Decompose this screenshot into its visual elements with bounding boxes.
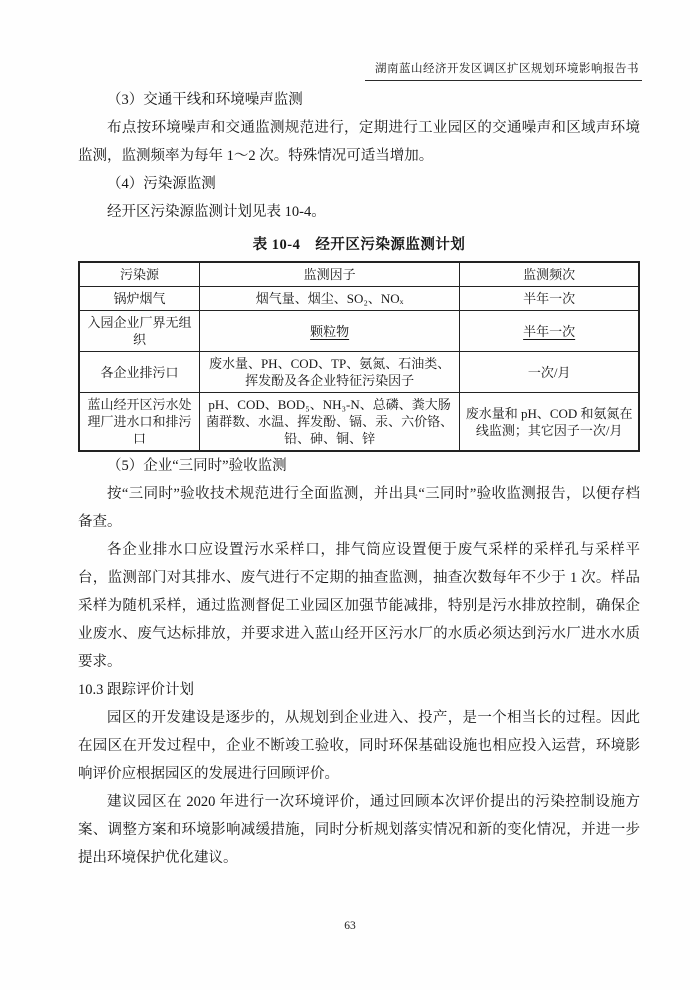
- cell-frequency: 废水量和 pH、COD 和氨氮在线监测；其它因子一次/月: [460, 393, 639, 452]
- running-header-title: 湖南蓝山经济开发区调区扩区规划环境影响报告书: [365, 60, 642, 81]
- table-row-wastewater-plant: [79, 393, 639, 452]
- running-header: [365, 60, 642, 81]
- underlined-factor: 颗粒物: [310, 323, 350, 339]
- table-header-row: [79, 262, 639, 287]
- cell-factors: 烟气量、烟尘、SO₂、NOₓ: [199, 287, 459, 311]
- cell-frequency: 一次/月: [460, 352, 639, 393]
- cell-source: 各企业排污口: [79, 352, 199, 393]
- cell-source: 锅炉烟气: [79, 287, 199, 311]
- paragraph-2020-evaluation: 建议园区在 2020 年进行一次环境评价，通过回顾本次评价提出的污染控制设施方案、调整方案和环境影响减缓措施，同时分析规划落实情况和新的变化情况，并进一步提出环境保护优化建议。: [78, 794, 640, 866]
- paragraph-noise-monitoring: 布点按环境噪声和交通监测规范进行，定期进行工业园区的交通噪声和区域声环境监测，监测频率为每年 1～2 次。特殊情况可适当增加。: [78, 120, 640, 164]
- heading-tracking-evaluation-plan: 10.3 跟踪评价计划: [78, 682, 194, 698]
- paragraph-plan-reference: 经开区污染源监测计划见表 10-4。: [107, 204, 326, 220]
- cell-source: 入园企业厂界无组织: [79, 311, 199, 352]
- cell-frequency: [460, 311, 639, 352]
- table-row-enterprise-outlets: [79, 352, 639, 393]
- table-caption: 表 10-4 经开区污染源监测计划: [252, 237, 466, 253]
- paragraph-park-development: 园区的开发建设是逐步的，从规划到企业进入、投产，是一个相当长的过程。因此在园区在开发过程中，企业不断竣工验收，同时环保基础设施也相应投入运营，环境影响评价应根据园区的发展进行回顾评价。: [78, 710, 640, 782]
- table-row-boiler-flue-gas: [79, 287, 639, 311]
- cell-factors: pH、COD、BOD₅、NH₃-N、总磷、粪大肠菌群数、水温、挥发酚、镉、汞、六价铬、铅、砷、铜、锌: [199, 393, 459, 452]
- cell-source: 蓝山经开区污水处理厂进水口和排污口: [79, 393, 199, 452]
- monitoring-plan-table: [78, 261, 640, 452]
- underlined-frequency: 半年一次: [523, 323, 576, 339]
- heading-three-simultaneous-acceptance: （5）企业“三同时”验收监测: [107, 458, 287, 474]
- heading-traffic-noise-monitoring: （3）交通干线和环境噪声监测: [107, 92, 303, 108]
- heading-pollution-source-monitoring: （4）污染源监测: [107, 176, 216, 192]
- column-header-monitor-factors: 监测因子: [199, 262, 459, 287]
- cell-factors: 废水量、PH、COD、TP、氨氮、石油类、挥发酚及各企业特征污染因子: [199, 352, 459, 393]
- column-header-pollution-source: 污染源: [79, 262, 199, 287]
- cell-frequency: 半年一次: [460, 287, 639, 311]
- paragraph-sampling-requirements: 各企业排水口应设置污水采样口，排气筒应设置便于废气采样的采样孔与采样平台，监测部门对其排水、废气进行不定期的抽查监测，抽查次数每年不少于 1 次。样品采样为随机采样，通过监测督促工业园区加强节能减排，特别是污水排放控制，确保企业废水、废气达标排放，并要求进入蓝山经开区污水厂的水质必须达到污水厂进水水质要求。: [78, 542, 640, 670]
- column-header-monitor-frequency: 监测频次: [460, 262, 639, 287]
- paragraph-acceptance-monitoring: 按“三同时”验收技术规范进行全面监测，并出具“三同时”验收监测报告，以便存档备查。: [78, 486, 640, 530]
- cell-factors: [199, 311, 459, 352]
- page-number: 63: [344, 920, 356, 932]
- page-content: [78, 86, 640, 872]
- table-row-fugitive-emissions: [79, 311, 639, 352]
